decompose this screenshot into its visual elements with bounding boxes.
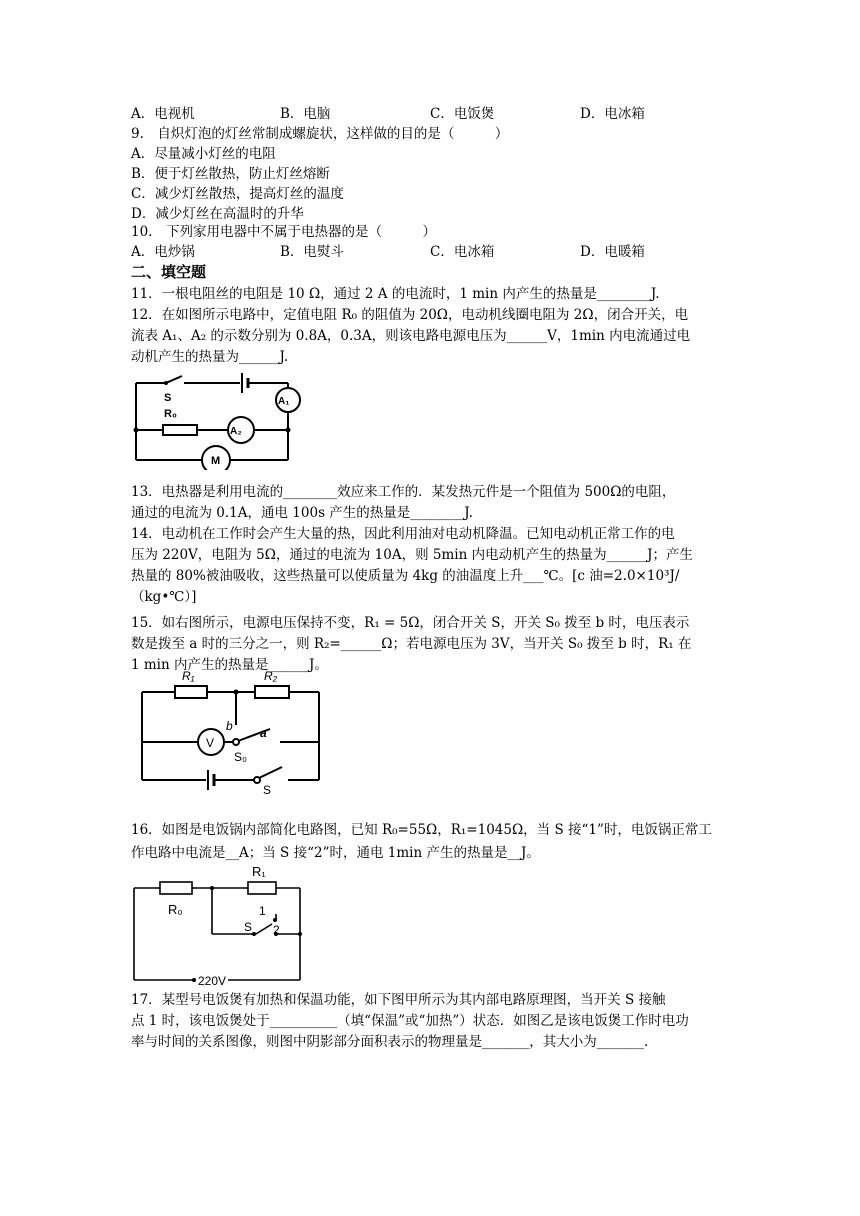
q12-r0-label: R₀: [164, 408, 177, 420]
q8-option-c: C．电饭煲: [430, 106, 495, 122]
q10-option-d: D．电暖箱: [580, 244, 645, 260]
q13-line-1: 13．电热器是利用电流的________效应来工作的．某发热元件是一个阻值为 500Ω的电阻，: [131, 484, 676, 500]
q16-s-label: S: [244, 920, 253, 934]
q15-line-1: 15．如右图所示，电源电压保持不变，R₁ = 5Ω，闭合开关 S，开关 S₀ 拨至 b 时，电压表示: [131, 615, 690, 631]
q15-line-2: 数是拨至 a 时的三分之一，则 R₂=______Ω；若电源电压为 3V，当开关 S₀ 拨至 b 时，R₁ 在: [131, 636, 692, 652]
q12-line-1: 12．在如图所示电路中，定值电阻 R₀ 的阻值为 20Ω，电动机线圈电阻为 2Ω，闭合开关，电: [131, 307, 689, 323]
q15-r1-label: R₁: [182, 669, 195, 683]
q14-line-1: 14．电动机在工作时会产生大量的热，因此利用油对电动机降温。已知电动机正常工作的电: [131, 526, 675, 542]
q17-line-2: 点 1 时，该电饭煲处于__________（填“保温”或“加热”）状态．如图乙是该电饭煲工作时电功: [131, 1013, 689, 1029]
q17-line-1: 17．某型号电饭煲有加热和保温功能，如下图甲所示为其内部电路原理图，当开关 S 接触: [131, 992, 666, 1008]
q16-line-2: 作电路中电流是__A；当 S 接“2”时，通电 1min 产生的热量是__J。: [131, 845, 540, 861]
q9-option-a: A．尽量减小灯丝的电阻: [131, 146, 276, 162]
q16-r0-label: R₀: [168, 902, 183, 917]
q16-terminal-2-label: 2: [273, 923, 280, 937]
q9-option-c: C．减少灯丝散热，提高灯丝的温度: [131, 186, 344, 202]
q8-option-a: A．电视机: [131, 106, 195, 122]
q9-option-b: B．便于灯丝散热，防止灯丝熔断: [131, 166, 330, 182]
q9-option-d: D．减少灯丝在高温时的升华: [131, 206, 304, 222]
q10-option-b: B．电熨斗: [280, 244, 344, 260]
q8-option-b: B．电脑: [280, 106, 331, 122]
q15-s0-label: S₀: [234, 750, 247, 764]
q12-a1-label: A₁: [278, 396, 290, 407]
q10-option-a: A．电炒锅: [131, 244, 195, 260]
q15-a-label: a: [260, 726, 267, 740]
q8-option-d: D．电冰箱: [580, 106, 645, 122]
q15-b-label: b: [226, 719, 233, 733]
q12-motor-label: M: [211, 455, 221, 467]
q12-switch-label: S: [164, 392, 172, 404]
q12-line-3: 动机产生的热量为______J.: [131, 349, 289, 365]
q12-line-2: 流表 A₁、A₂ 的示数分别为 0.8A，0.3A，则该电路电源电压为______V，1min 内电流通过电: [131, 328, 691, 344]
q12-circuit-diagram: [128, 368, 313, 470]
q16-r1-label: R₁: [252, 864, 266, 879]
q15-r2-label: R₂: [264, 669, 278, 683]
q11-text: 11．一根电阻丝的电阻是 10 Ω，通过 2 A 的电流时，1 min 内产生的热量是________J.: [131, 286, 660, 302]
q16-line-1: 16．如图是电饭锅内部简化电路图，已知 R₀=55Ω，R₁=1045Ω，当 S 接“1”时，电饭锅正常工: [131, 822, 712, 838]
q15-line-3: 1 min 内产生的热量是______J。: [131, 657, 328, 673]
q10-option-c: C．电冰箱: [430, 244, 495, 260]
q14-line-3: 热量的 80%被油吸收，这些热量可以使质量为 4kg 的油温度上升___℃。[c 油=2.0×10³J/: [131, 568, 680, 584]
q16-circuit-diagram: [128, 862, 308, 990]
q14-line-2: 压为 220V，电阻为 5Ω，通过的电流为 10A，则 5min 内电动机产生的热量为______J；产生: [131, 547, 693, 563]
section-title: 二、填空题: [131, 263, 207, 281]
q9-stem: 9. 自炽灯泡的灯丝常制成螺旋状，这样做的目的是（ ）: [131, 126, 509, 142]
q16-terminal-1-label: 1: [259, 904, 266, 918]
q14-line-4: （kg•℃）]: [131, 589, 197, 605]
q13-line-2: 通过的电流为 0.1A，通电 100s 产生的热量是________J.: [131, 505, 473, 521]
q15-voltmeter-label: V: [206, 736, 215, 750]
q10-stem: 10. 下列家用电器中不属于电热器的是（ ）: [131, 224, 436, 240]
q12-a2-label: A₂: [230, 426, 242, 437]
q16-voltage-label: 220V: [198, 974, 227, 988]
q15-circuit-diagram: [130, 667, 330, 802]
q17-line-3: 率与时间的关系图像，则图中阴影部分面积表示的物理量是_______，其大小为_______.: [131, 1034, 649, 1050]
q15-s-label: S: [263, 783, 272, 797]
